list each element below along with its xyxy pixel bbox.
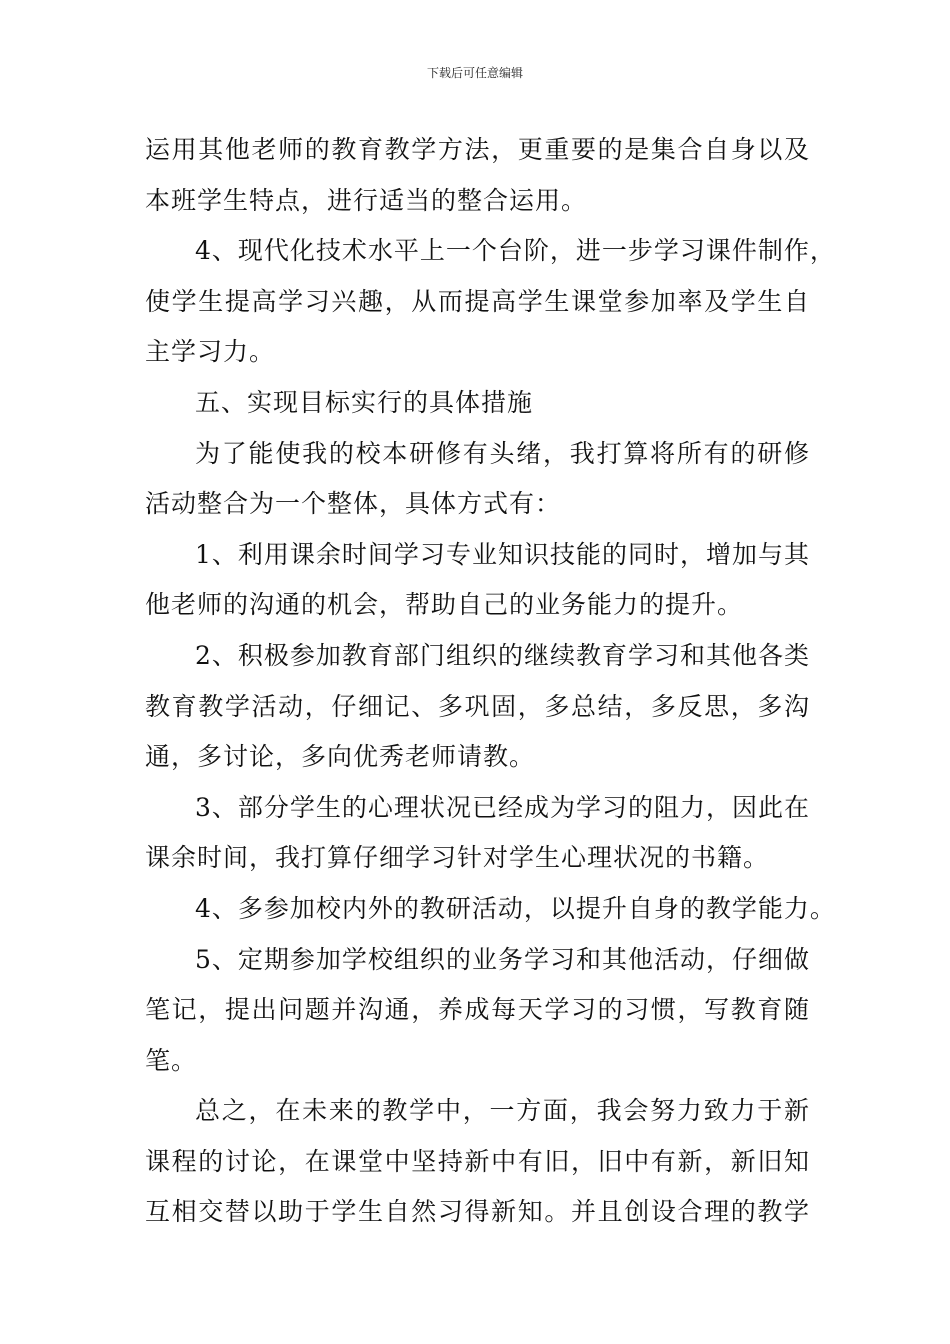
text-line: 笔记，提出问题并沟通，养成每天学习的习惯，写教育随	[145, 995, 810, 1025]
text-line: 他老师的沟通的机会，帮助自己的业务能力的提升。	[145, 590, 744, 620]
text-line: 为了能使我的校本研修有头绪，我打算将所有的研修	[195, 438, 810, 468]
text-line: 互相交替以助于学生自然习得新知。并且创设合理的教学	[145, 1197, 810, 1227]
text-line: 3、部分学生的心理状况已经成为学习的阻力，因此在	[195, 792, 810, 822]
text-line: 笔。	[145, 1045, 198, 1075]
text-line: 通，多讨论，多向优秀老师请教。	[145, 742, 536, 772]
text-line: 5、定期参加学校组织的业务学习和其他活动，仔细做	[195, 944, 810, 974]
text-line: 使学生提高学习兴趣，从而提高学生课堂参加率及学生自	[145, 286, 810, 316]
text-line: 1、利用课余时间学习专业知识技能的同时，增加与其	[195, 539, 810, 569]
page-header-note: 下载后可任意编辑	[426, 66, 523, 80]
text-line: 课程的讨论，在课堂中坚持新中有旧，旧中有新，新旧知	[145, 1146, 810, 1176]
text-line: 课余时间，我打算仔细学习针对学生心理状况的书籍。	[145, 843, 770, 873]
text-line: 教育教学活动，仔细记、多巩固，多总结，多反思，多沟	[145, 691, 810, 721]
text-line: 4、现代化技术水平上一个台阶，进一步学习课件制作，	[195, 236, 836, 266]
text-line: 总之，在未来的教学中，一方面，我会努力致力于新	[195, 1096, 810, 1126]
text-line: 主学习力。	[145, 337, 276, 367]
text-line: 本班学生特点，进行适当的整合运用。	[145, 185, 588, 215]
text-line: 4、多参加校内外的教研活动，以提升自身的教学能力。	[195, 893, 836, 923]
text-line: 活动整合为一个整体，具体方式有：	[145, 489, 562, 519]
text-line: 2、积极参加教育部门组织的继续教育学习和其他各类	[195, 640, 810, 670]
section-heading: 五、实现目标实行的具体措施	[195, 387, 534, 417]
document-body	[145, 125, 836, 1238]
text-line: 运用其他老师的教育教学方法，更重要的是集合自身以及	[145, 135, 810, 164]
